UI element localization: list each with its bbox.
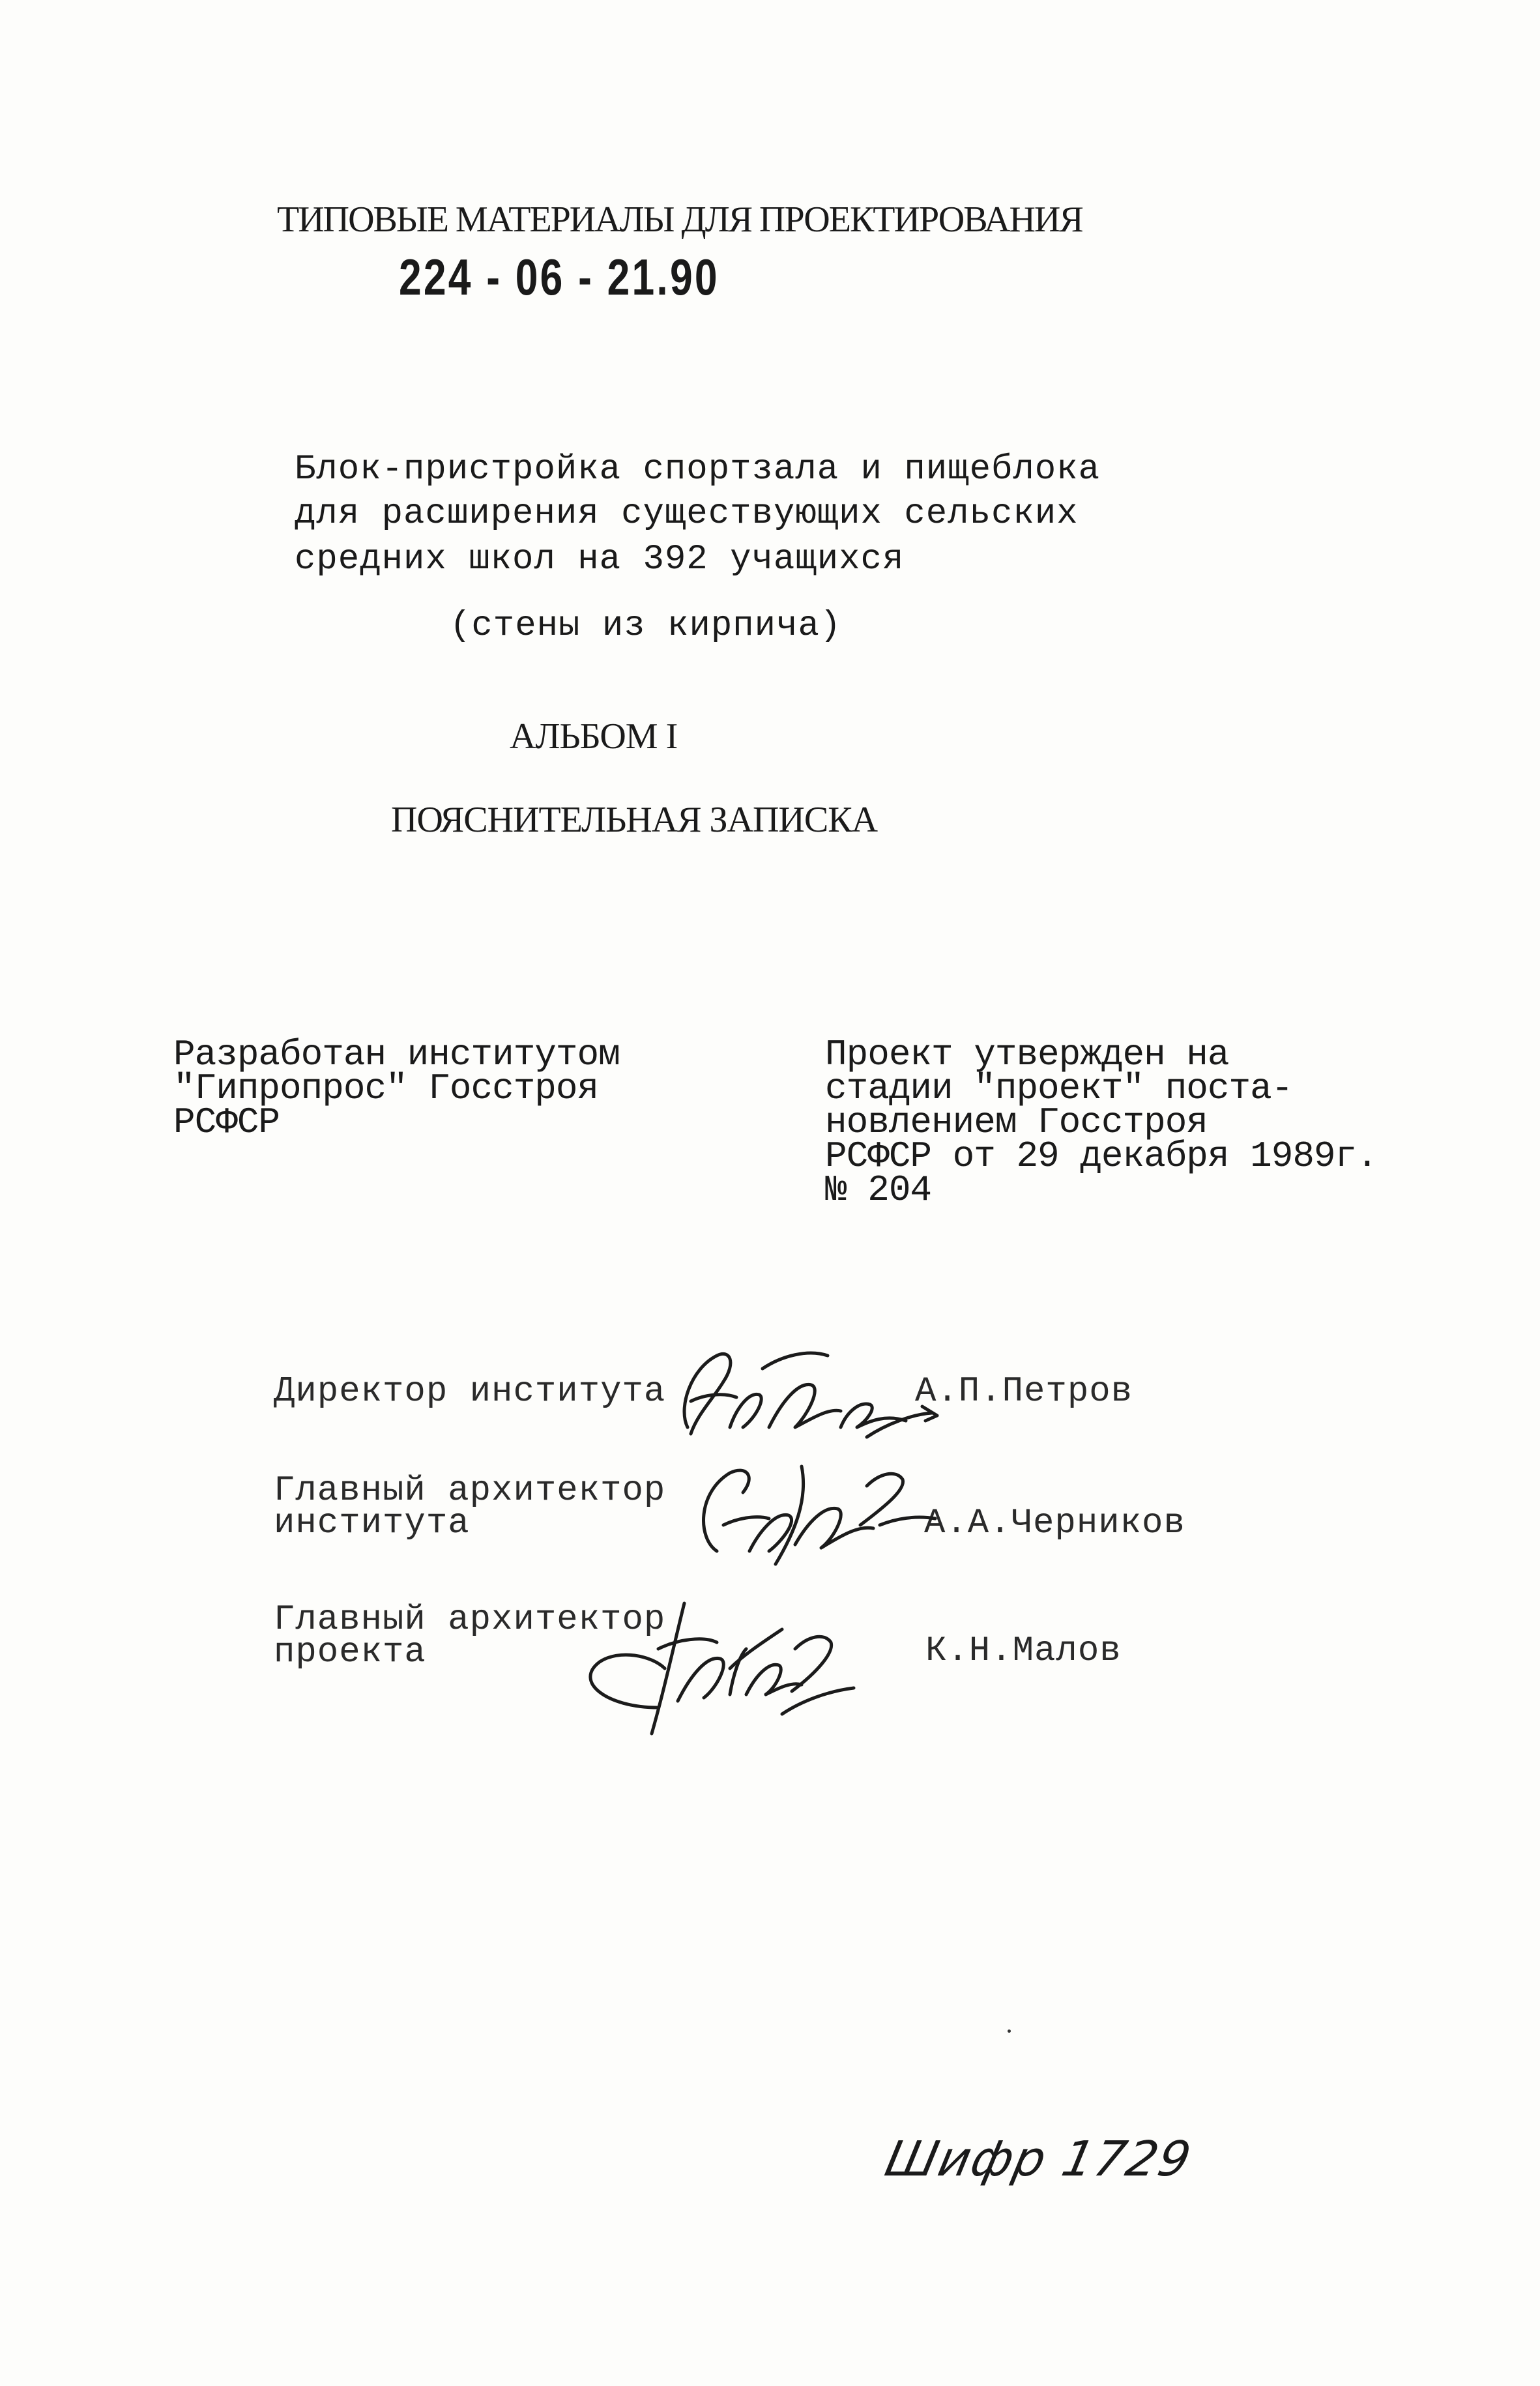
signatory-name-director: А.П.Петров <box>915 1372 1133 1412</box>
approved-line-5: № 204 <box>825 1169 932 1211</box>
signature-project-architect <box>567 1577 867 1753</box>
section-title: ПОЯСНИТЕЛЬНАЯ ЗАПИСКА <box>391 800 878 840</box>
album-label: АЛЬБОМ I <box>510 716 678 757</box>
developed-by-line-1: Разработан институтом <box>173 1034 620 1075</box>
signatory-name-chief-architect: А.А.Черников <box>924 1504 1185 1543</box>
approved-line-4: РСФСР от 29 декабря 1989г. <box>825 1135 1378 1177</box>
approved-line-2: стадии "проект" поста- <box>825 1068 1293 1109</box>
approved-line-3: новлением Госстроя <box>825 1101 1208 1143</box>
header-title: ТИПОВЫЕ МАТЕРИАЛЫ ДЛЯ ПРОЕКТИРОВАНИЯ <box>277 199 1082 240</box>
subject-line-1: Блок-пристройка спортзала и пищеблока <box>295 450 1100 489</box>
subject-note: (стены из кирпича) <box>450 606 842 646</box>
signatory-role-project-architect-2: проекта <box>274 1633 426 1672</box>
developed-by-line-3: РСФСР <box>173 1101 280 1143</box>
subject-line-3: средних школ на 392 учащихся <box>295 540 905 579</box>
signature-chief-architect <box>671 1447 945 1577</box>
archive-code: Шифр 1729 <box>880 2131 1197 2187</box>
signatory-role-director: Директор института <box>274 1372 666 1412</box>
signatory-role-project-architect-1: Главный архитектор <box>274 1600 666 1640</box>
signature-director <box>652 1330 952 1460</box>
subject-line-2: для расширения существующих сельских <box>295 494 1079 534</box>
document-number: 224 - 06 - 21.90 <box>399 248 719 306</box>
signatory-role-chief-architect-2: института <box>274 1504 470 1543</box>
stray-mark <box>1008 2030 1011 2033</box>
developed-by-line-2: "Гипропрос" Госстроя <box>173 1068 599 1109</box>
signatory-role-chief-architect-1: Главный архитектор <box>274 1471 666 1511</box>
signatory-name-project-architect: К.Н.Малов <box>925 1631 1122 1671</box>
approved-line-1: Проект утвержден на <box>825 1034 1229 1075</box>
